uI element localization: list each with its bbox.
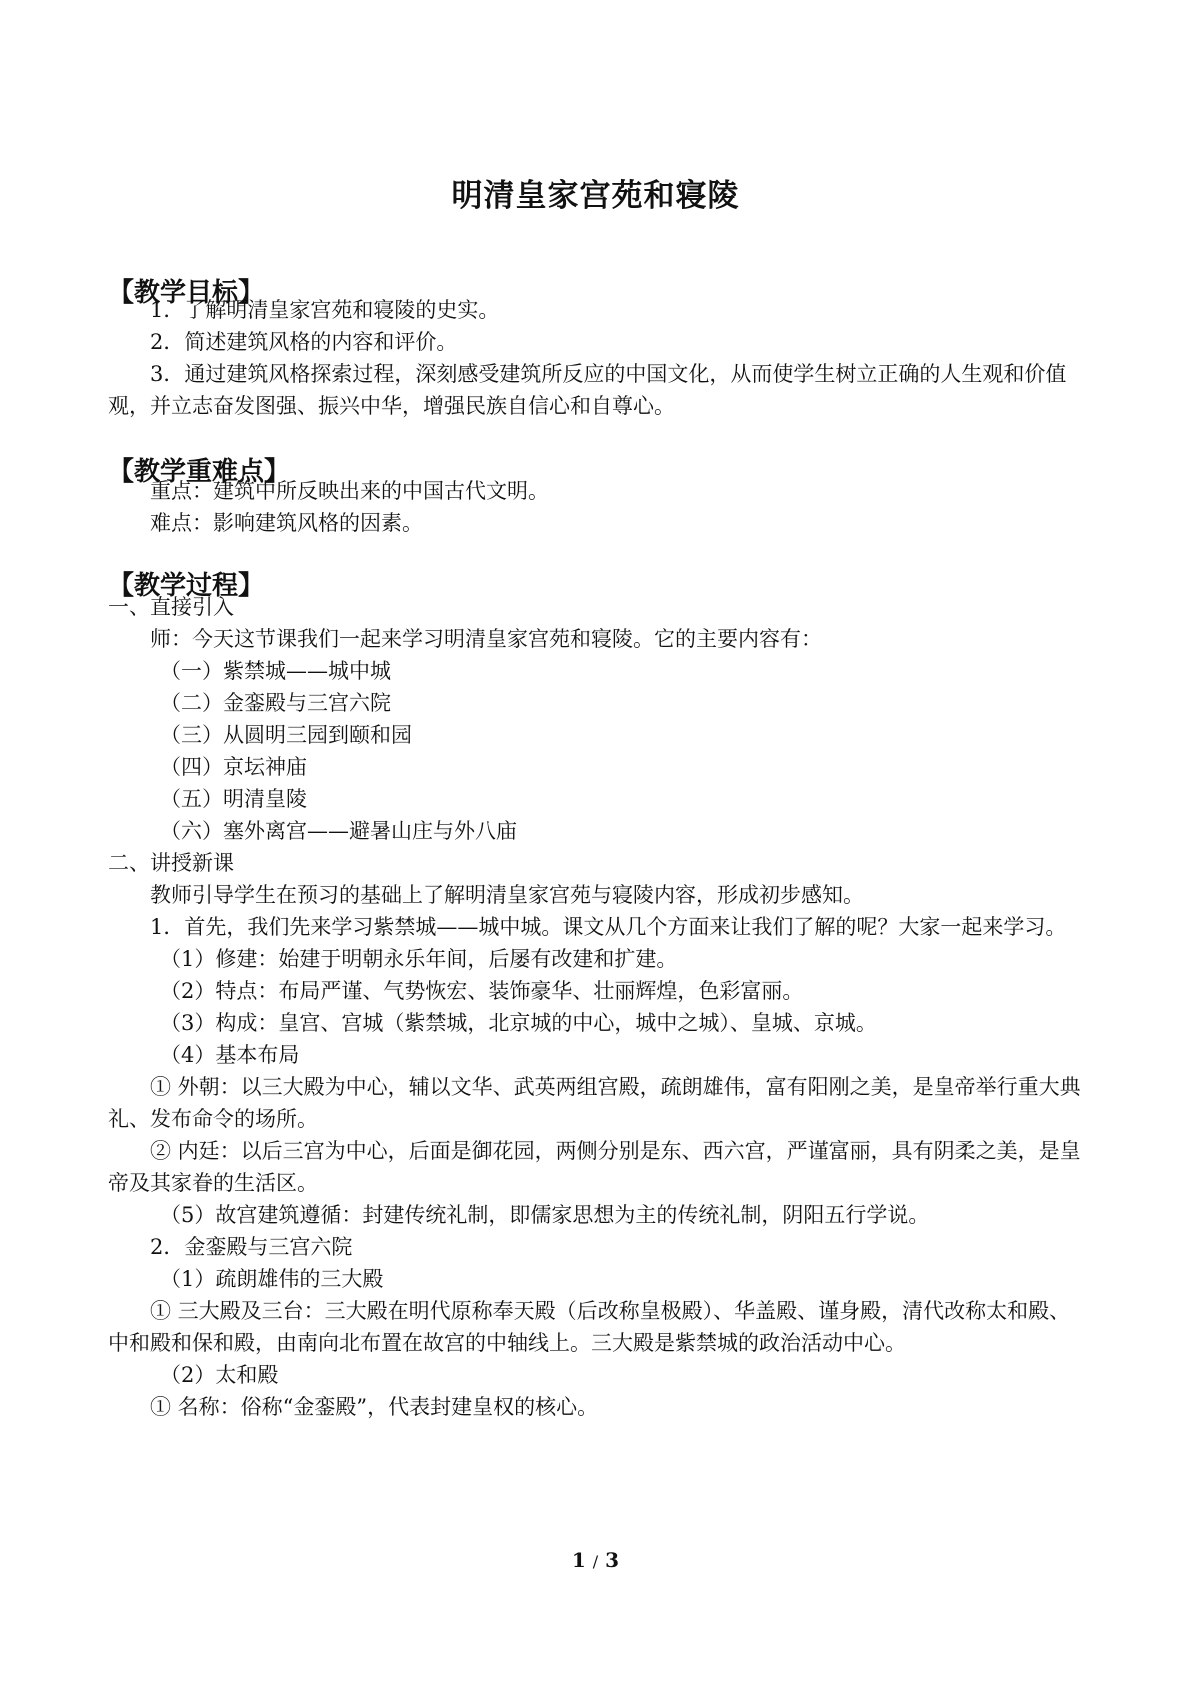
paragraph: （1）疏朗雄伟的三大殿 — [160, 1267, 384, 1291]
content-item: （一）紫禁城——城中城 — [160, 659, 391, 683]
paragraph: （2）特点：布局严谨、气势恢宏、装饰豪华、壮丽辉煌，色彩富丽。 — [160, 979, 804, 1003]
goal-item: 3．通过建筑风格探索过程，深刻感受建筑所反应的中国文化，从而使学生树立正确的人生观和价值观，并立志奋发图强、振兴中华，增强民族自信心和自尊心。 — [108, 362, 1067, 418]
key-point: 重点：建筑中所反映出来的中国古代文明。 — [150, 479, 549, 503]
content-item: （二）金銮殿与三宫六院 — [160, 691, 391, 715]
goal-item: 1．了解明清皇家宫苑和寝陵的史实。 — [150, 298, 500, 322]
page-number-footer — [0, 1548, 1191, 1572]
paragraph: 1．首先，我们先来学习紫禁城——城中城。课文从几个方面来让我们了解的呢？大家一起来学习。 — [150, 915, 1067, 939]
content-item: （六）塞外离宫——避暑山庄与外八庙 — [160, 819, 517, 843]
section-direct-intro: 一、直接引入 — [108, 595, 234, 619]
document-title: 明清皇家宫苑和寝陵 — [451, 178, 740, 214]
current-page: 1 — [571, 1548, 586, 1572]
page-separator: / — [592, 1552, 599, 1571]
paragraph: ① 名称：俗称“金銮殿”，代表封建皇权的核心。 — [150, 1395, 599, 1419]
teacher-line: 师：今天这节课我们一起来学习明清皇家宫苑和寝陵。它的主要内容有： — [150, 627, 822, 651]
total-pages: 3 — [605, 1548, 620, 1572]
paragraph: 2．金銮殿与三宫六院 — [150, 1235, 353, 1259]
section-new-lesson: 二、讲授新课 — [108, 851, 234, 875]
heading-teaching-process: 【教学过程】 — [108, 571, 265, 601]
goal-item: 2．简述建筑风格的内容和评价。 — [150, 330, 458, 354]
paragraph: ② 内廷：以后三宫为中心，后面是御花园，两侧分别是东、西六宫，严谨富丽，具有阴柔之美，是皇帝及其家眷的生活区。 — [108, 1139, 1081, 1195]
teaching-process-body — [108, 591, 1083, 1423]
paragraph: （2）太和殿 — [160, 1363, 279, 1387]
paragraph: （1）修建：始建于明朝永乐年间，后屡有改建和扩建。 — [160, 947, 678, 971]
heading-teaching-goals: 【教学目标】 — [108, 278, 265, 308]
content-item: （五）明清皇陵 — [160, 787, 307, 811]
content-item: （四）京坛神庙 — [160, 755, 307, 779]
paragraph: （5）故宫建筑遵循：封建传统礼制，即儒家思想为主的传统礼制，阴阳五行学说。 — [160, 1203, 930, 1227]
teaching-goals-list — [108, 294, 1083, 422]
heading-key-difficult-points: 【教学重难点】 — [108, 457, 291, 487]
paragraph: 教师引导学生在预习的基础上了解明清皇家宫苑与寝陵内容，形成初步感知。 — [150, 883, 864, 907]
key-points-list — [108, 475, 1083, 539]
paragraph: ① 三大殿及三台：三大殿在明代原称奉天殿（后改称皇极殿）、华盖殿、谨身殿，清代改称太和殿、中和殿和保和殿，由南向北布置在故宫的中轴线上。三大殿是紫禁城的政治活动中心。 — [108, 1299, 1071, 1355]
difficult-point: 难点：影响建筑风格的因素。 — [150, 511, 423, 535]
paragraph: ① 外朝：以三大殿为中心，辅以文华、武英两组宫殿，疏朗雄伟，富有阳刚之美，是皇帝举行重大典礼、发布命令的场所。 — [108, 1075, 1081, 1131]
paragraph: （3）构成：皇宫、宫城（紫禁城，北京城的中心，城中之城）、皇城、京城。 — [160, 1011, 877, 1035]
paragraph: （4）基本布局 — [160, 1043, 300, 1067]
content-item: （三）从圆明三园到颐和园 — [160, 723, 412, 747]
